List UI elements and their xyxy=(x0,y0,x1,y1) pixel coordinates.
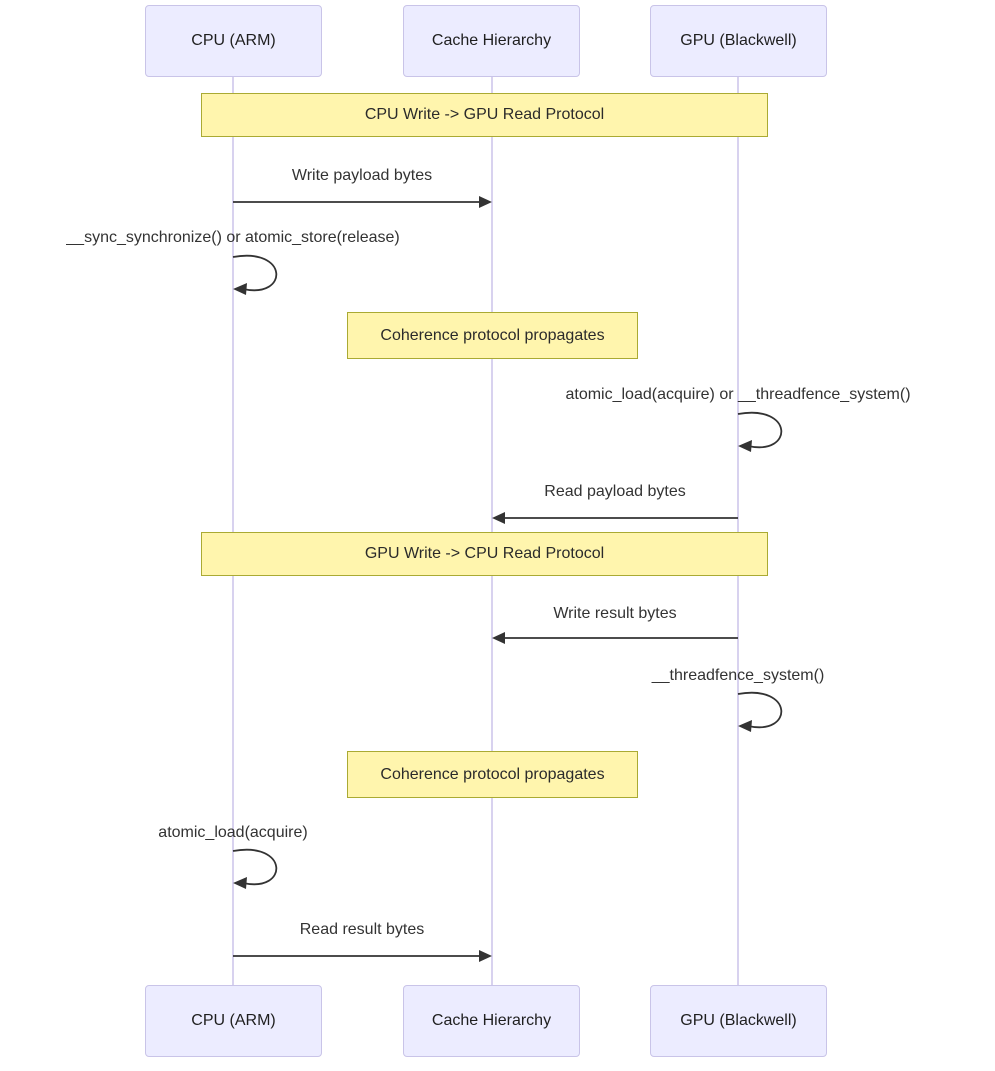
section-label: GPU Write -> CPU Read Protocol xyxy=(364,545,605,562)
participant-top-cache xyxy=(403,5,580,77)
self-loop-atomic-load-acquire xyxy=(233,850,276,889)
note-coherence-1 xyxy=(347,312,638,359)
arrow-read-result-bytes xyxy=(233,950,492,962)
message-label-threadfence-system: __threadfence_system() xyxy=(651,667,825,684)
note-label: Coherence protocol propagates xyxy=(380,765,605,783)
participant-top-gpu xyxy=(650,5,827,77)
message-label-write-payload: Write payload bytes xyxy=(291,167,433,184)
participant-label: CPU (ARM) xyxy=(191,32,276,49)
arrow-write-result-bytes xyxy=(492,632,738,644)
participant-label: Cache Hierarchy xyxy=(431,32,552,49)
note-coherence-2 xyxy=(347,751,638,798)
participant-bottom-cpu xyxy=(145,985,322,1057)
message-label-sync-synchronize: __sync_synchronize() or atomic_store(release) xyxy=(66,229,400,246)
participant-bottom-gpu xyxy=(650,985,827,1057)
message-label-write-result: Write result bytes xyxy=(553,605,677,622)
arrow-read-payload-bytes xyxy=(492,512,738,524)
self-loop-threadfence-system xyxy=(738,693,781,732)
section-banner-gpu-write xyxy=(201,532,768,576)
section-banner-cpu-write xyxy=(201,93,768,137)
participant-top-cpu xyxy=(145,5,322,77)
self-loop-sync-synchronize xyxy=(233,256,276,295)
self-loop-atomic-load-threadfence xyxy=(738,413,781,452)
message-label-read-result: Read result bytes xyxy=(299,921,425,938)
participant-label: GPU (Blackwell) xyxy=(680,32,797,49)
message-label-atomic-load-acquire: atomic_load(acquire) xyxy=(158,824,308,841)
section-label: CPU Write -> GPU Read Protocol xyxy=(364,106,605,123)
note-label: Coherence protocol propagates xyxy=(380,326,605,344)
message-label-read-payload: Read payload bytes xyxy=(544,483,686,500)
participant-label: CPU (ARM) xyxy=(191,1012,276,1029)
participant-label: GPU (Blackwell) xyxy=(680,1012,797,1029)
message-label-atomic-load-threadfence: atomic_load(acquire) or __threadfence_system() xyxy=(565,386,911,403)
arrow-write-payload-bytes xyxy=(233,196,492,208)
participant-label: Cache Hierarchy xyxy=(431,1012,552,1029)
participant-bottom-cache xyxy=(403,985,580,1057)
